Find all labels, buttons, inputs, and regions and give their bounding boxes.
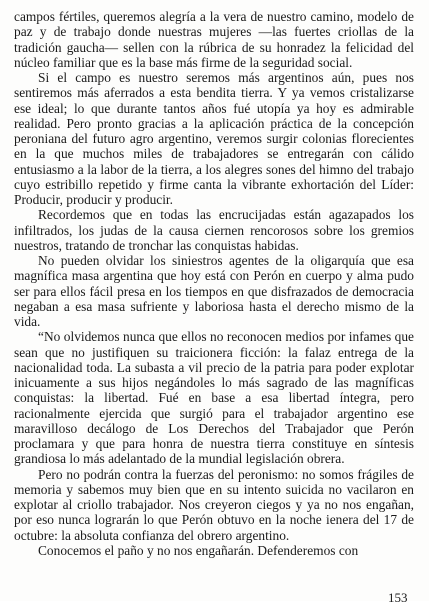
paragraph: Conocemos el paño y no nos engañarán. Defenderemos con: [38, 542, 359, 558]
paragraph: Si el campo es nuestro seremos más argentinos aún, pues nos sentiremos más aferrados a esta bendita tierra. Y ya vemos cristalizarse ese ideal; lo que durante tantos años fué utopía ya hoy es admirable realidad. Pero pronto gracias a la aplicación práctica de la concepción peroniana del futuro agro argentino, veremos surgir colonias florecientes en la que muchos miles de trabajadores se entregarán con cálido entusiasmo a la labor de la tierra, a los alegres sones del himno del trabajo cuyo estribillo repetido y firme canta la vibrante exhortación del Líder: Producir, producir y producir.: [14, 70, 414, 207]
paragraph: campos fértiles, queremos alegría a la vera de nuestro camino, modelo de paz y de trabajo donde nuestras mujeres —las fuertes criollas de la tradición gaucha— sellen con la rúbrica de su honradez la felicidad del núcleo familiar que es la base más firme de la seguridad social.: [14, 9, 414, 70]
page-number: 153: [388, 590, 408, 605]
page-body-text: [14, 9, 414, 558]
paragraph: Pero no podrán contra la fuerzas del peronismo: no somos frágiles de memoria y sabemos muy bien que en su intento suicida no vacilaron en explotar al criollo trabajador. Nos creyeron ciegos y ya no nos engañan, por eso nunca lograrán lo que Perón obtuvo en la noche ienera del 17 de octubre: la absoluta confianza del obrero argentino.: [14, 466, 414, 543]
paragraph: “No olvidemos nunca que ellos no reconocen medios por infames que sean que no justifiquen su traicionera ficción: la falaz entrega de la nacionalidad toda. La subasta a vil precio de la patria para poder explotar inicuamente a sus hijos negándoles lo más sagrado de las magníficas conquistas: la libertad. Fué en base a esa libertad íntegra, pero racionalmente ejercida que surgió para el trabajador argentino ese maravilloso decálogo de Los Derechos del Trabajador que Perón proclamara y que para honra de nuestra tierra constituye en síntesis grandiosa lo más adelantado de la mundial legislación obrera.: [14, 329, 414, 467]
paragraph: No pueden olvidar los siniestros agentes de la oligarquía que esa magnífica masa argentina que hoy está con Perón en cuerpo y alma pudo ser para ellos fácil presa en los tiempos en que disfrazados de democracia negaban a esa masa sufriente y laboriosa hasta el derecho mismo de la vida.: [14, 253, 414, 329]
paragraph: Recordemos que en todas las encrucijadas están agazapados los infiltrados, los judas de la causa ciernen rencorosos sobre los gremios nuestros, tratando de tronchar las conquistas habidas.: [14, 207, 414, 253]
